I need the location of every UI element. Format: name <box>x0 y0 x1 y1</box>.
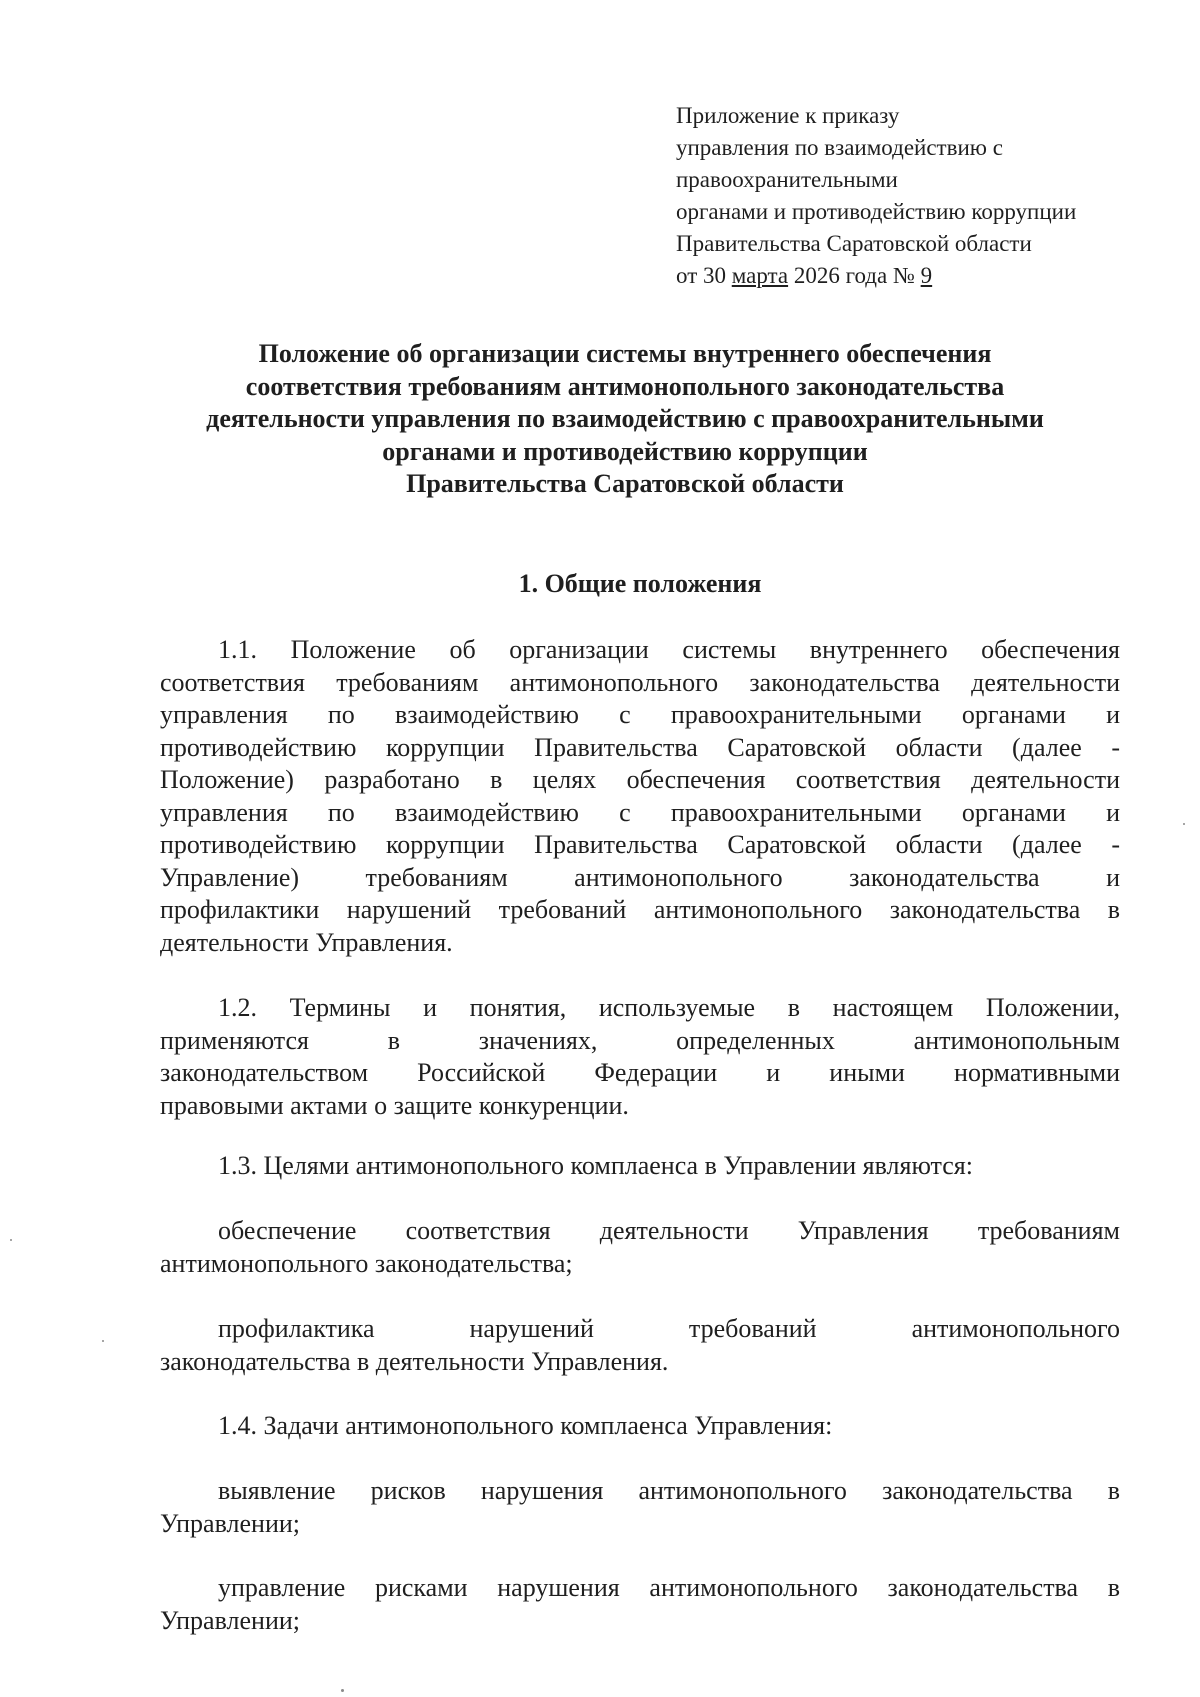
attachment-line: органами и противодействию коррупции <box>676 199 1077 224</box>
attachment-line: Приложение к приказу <box>676 103 900 128</box>
paragraph-line: применяются в значениях, определенных антимонопольным <box>160 1025 1120 1055</box>
section-heading: 1. Общие положения <box>518 569 762 598</box>
title-line: Положение об организации системы внутреннего обеспечения <box>258 339 992 368</box>
paragraph-line: законодательства в деятельности Управления. <box>160 1346 669 1376</box>
attachment-date-line <box>676 260 1176 292</box>
paragraph-line: Управлении; <box>160 1508 300 1538</box>
paragraph-line: Управление) требованиям антимонопольного законодательства и <box>160 862 1120 892</box>
paragraph-line: обеспечение соответствия деятельности Управления требованиям <box>218 1216 1120 1245</box>
scan-speck <box>10 1239 12 1241</box>
paragraph-line: выявление рисков нарушения антимонопольного законодательства в <box>218 1476 1120 1505</box>
attachment-line: управления по взаимодействию с <box>676 135 1003 160</box>
paragraph-line: Положение) разработано в целях обеспечения соответствия деятельности <box>160 765 1120 794</box>
order-number: 9 <box>920 263 933 288</box>
paragraph-line: профилактики нарушений требований антимонопольного законодательства в <box>160 895 1120 924</box>
paragraph-line: противодействию коррупции Правительства Саратовской области (далее - <box>160 830 1120 859</box>
paragraph-1-4 <box>160 1410 1120 1443</box>
title-line: деятельности управления по взаимодействию с правоохранительными <box>206 404 1044 433</box>
task-item-1 <box>160 1475 1120 1540</box>
title-line: соответствия требованиям антимонопольного законодательства <box>245 371 1005 401</box>
paragraph-line: антимонопольного законодательства; <box>160 1248 573 1278</box>
paragraph-1-1 <box>160 634 1120 959</box>
paragraph-line: 1.2. Термины и понятия, используемые в настоящем Положении, <box>218 993 1120 1022</box>
attachment-line: правоохранительными <box>676 167 898 192</box>
paragraph-line: законодательством Российской Федерации и иными нормативными <box>160 1058 1120 1087</box>
goal-item-2 <box>160 1313 1120 1378</box>
paragraph-line: противодействию коррупции Правительства Саратовской области (далее - <box>160 732 1120 762</box>
paragraph-line: деятельности Управления. <box>160 927 453 957</box>
paragraph-line: профилактика нарушений требований антимонопольного <box>218 1314 1120 1343</box>
paragraph-line: управления по взаимодействию с правоохранительными органами и <box>160 797 1120 827</box>
paragraph-line: соответствия требованиям антимонопольного законодательства деятельности <box>160 667 1120 697</box>
date-mid: 2026 года № <box>788 263 921 288</box>
attachment-note <box>676 100 1176 292</box>
paragraph-line: управление рисками нарушения антимонопольного законодательства в <box>218 1573 1120 1602</box>
scan-speck <box>102 1340 104 1342</box>
task-item-2 <box>160 1572 1120 1637</box>
date-month: марта <box>731 263 789 288</box>
scan-speck <box>1183 823 1185 825</box>
paragraph-1-2 <box>160 992 1120 1122</box>
goal-item-1 <box>160 1215 1120 1280</box>
paragraph-line: 1.3. Целями антимонопольного комплаенса в Управлении являются: <box>218 1151 973 1180</box>
paragraph-line: 1.1. Положение об организации системы внутреннего обеспечения <box>218 635 1120 664</box>
title-line: Правительства Саратовской области <box>406 469 844 498</box>
paragraph-line: правовыми актами о защите конкуренции. <box>160 1090 629 1120</box>
paragraph-line: управления по взаимодействию с правоохранительными органами и <box>160 700 1120 729</box>
paragraph-line: 1.4. Задачи антимонопольного комплаенса Управления: <box>218 1411 833 1440</box>
date-prefix: от 30 <box>676 263 732 288</box>
document-title <box>140 338 1110 501</box>
title-line: органами и противодействию коррупции <box>382 436 868 466</box>
scan-speck <box>341 1689 344 1692</box>
attachment-line: Правительства Саратовской области <box>676 231 1032 256</box>
paragraph-line: Управлении; <box>160 1605 300 1635</box>
paragraph-1-3 <box>160 1150 1120 1183</box>
